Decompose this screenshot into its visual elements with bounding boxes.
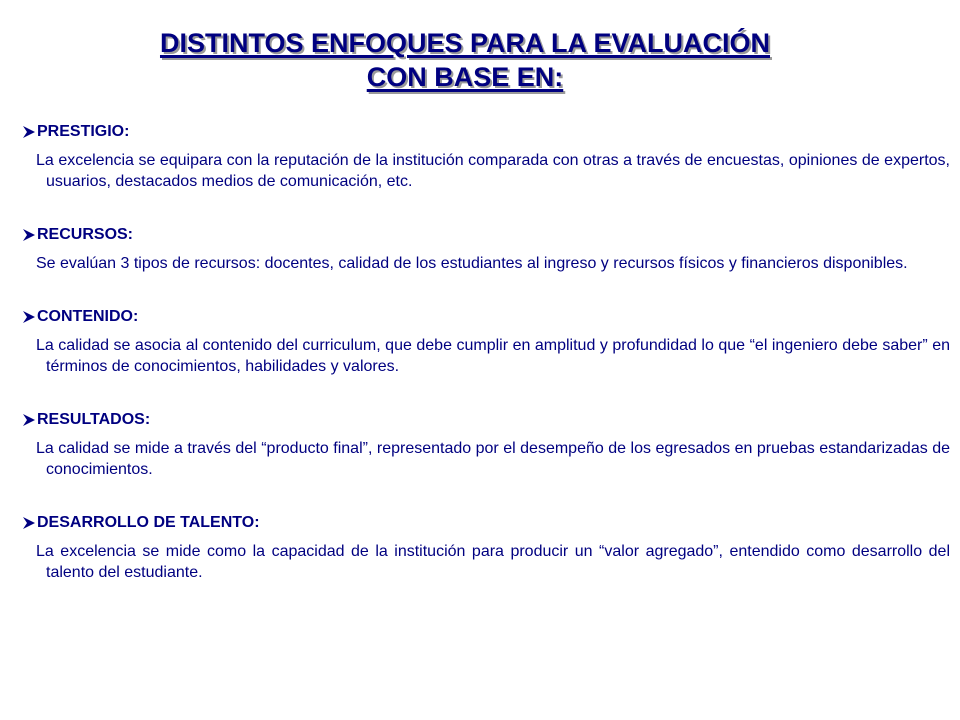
section-heading: RESULTADOS: <box>37 411 151 428</box>
section-heading: CONTENIDO: <box>37 308 139 325</box>
section-body: La excelencia se equipara con la reputación de la institución comparada con otras a través de encuestas, opiniones de expertos, usuarios, destacados medios de comunicación, etc. <box>36 152 950 190</box>
section-resultados <box>22 409 950 480</box>
section-body: La calidad se mide a través del “producto final”, representado por el desempeño de los egresados en pruebas estandarizadas de conocimientos. <box>36 440 950 478</box>
section-heading: PRESTIGIO: <box>37 123 130 140</box>
section-recursos <box>22 224 950 274</box>
section-heading: RECURSOS: <box>37 226 134 243</box>
arrowhead-bullet-icon <box>22 516 36 530</box>
arrowhead-bullet-icon <box>22 413 36 427</box>
slide-title <box>0 26 930 94</box>
section-list <box>22 121 950 583</box>
section-body: La excelencia se mide como la capacidad de la institución para producir un “valor agregado”, entendido como desarrollo del talento del estudiante. <box>36 543 950 581</box>
section-desarrollo-de-talento <box>22 512 950 583</box>
section-contenido <box>22 306 950 377</box>
title-line-1: DISTINTOS ENFOQUES PARA LA EVALUACIÓN <box>159 28 771 58</box>
arrowhead-bullet-icon <box>22 310 36 324</box>
section-prestigio <box>22 121 950 192</box>
section-heading: DESARROLLO DE TALENTO: <box>37 514 260 531</box>
section-body: La calidad se asocia al contenido del curriculum, que debe cumplir en amplitud y profundidad lo que “el ingeniero debe saber” en términos de conocimientos, habilidades y valores. <box>36 337 950 375</box>
section-body: Se evalúan 3 tipos de recursos: docentes, calidad de los estudiantes al ingreso y recursos físicos y financieros disponibles. <box>36 255 908 272</box>
title-line-2: CON BASE EN: <box>366 62 564 92</box>
arrowhead-bullet-icon <box>22 228 36 242</box>
arrowhead-bullet-icon <box>22 125 36 139</box>
